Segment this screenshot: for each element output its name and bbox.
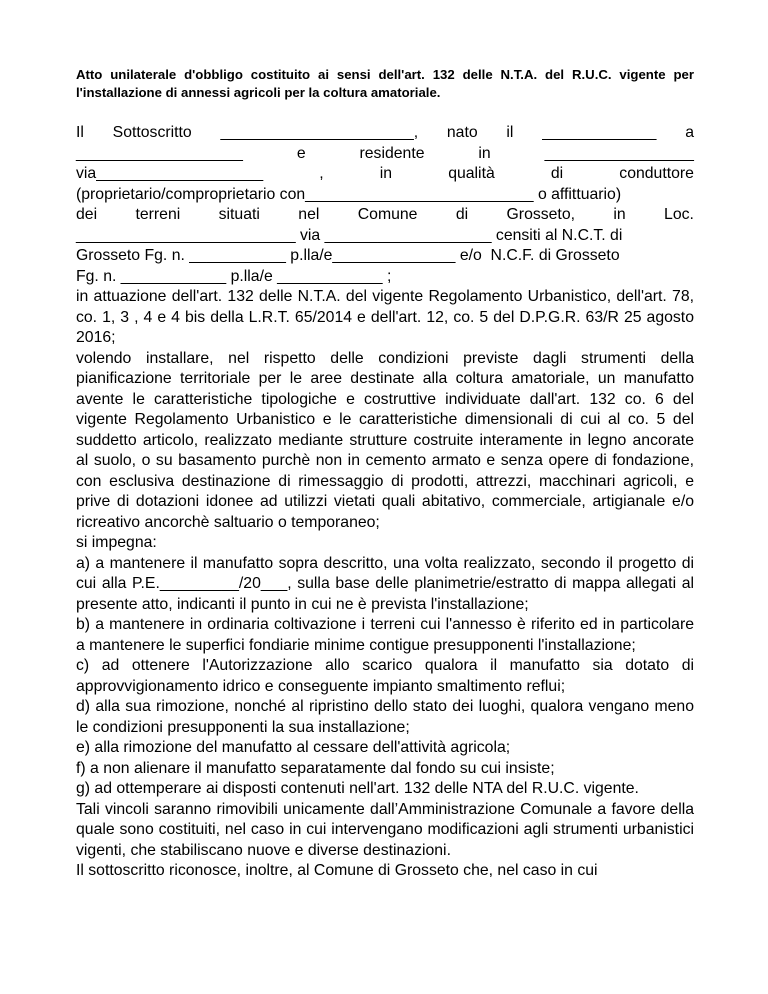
blank-field: ___________________ [76, 144, 243, 162]
intro-word: nel [298, 206, 320, 223]
intro-text: (proprietario/comproprietario con__________________________ o affittuario) [76, 185, 622, 203]
intro-word: Comune [357, 206, 418, 223]
intro-word: Il [76, 124, 84, 141]
intro-line-5 [76, 205, 694, 226]
intro-word: in [478, 144, 491, 162]
intro-word: nato [446, 124, 478, 141]
intro-line-2 [76, 144, 694, 165]
paragraph-vincoli: Tali vincoli saranno rimovibili unicamente dall’Amministrazione Comunale a favore della quale sono costituiti, nel caso in cui intervengano modificazioni agli strumenti urbanistici vigenti, che stabiliscano nuove e diverse destinazioni. [76, 800, 694, 859]
list-item-f: f) a non alienare il manufatto separatamente dal fondo su cui insiste; [76, 759, 555, 777]
intro-line-6 [76, 226, 694, 247]
blank-field: _________________ [544, 144, 694, 162]
document-body [76, 123, 694, 882]
intro-word: terreni [135, 206, 181, 223]
blank-field: ______________________, [220, 124, 419, 141]
intro-word: dei [76, 206, 98, 223]
list-item-c: c) ad ottenere l'Autorizzazione allo scarico qualora il manufatto sia dotato di approvvigionamento idrico e conseguente impianto smaltimento reflui; [76, 657, 694, 695]
document-title: Atto unilaterale d'obbligo costituito ai sensi dell'art. 132 delle N.T.A. del R.U.C. vigente per l'installazione di annessi agricoli per la coltura amatoriale. [76, 67, 694, 100]
blank-field: via___________________ [76, 165, 264, 182]
intro-word: e [296, 144, 306, 162]
intro-line-1 [76, 123, 694, 144]
list-item-a: a) a mantenere il manufatto sopra descritto, una volta realizzato, secondo il progetto di cui alla P.E._________/20___, sulla base delle planimetrie/estratto di mappa allegati al presente atto, indicanti il punto in cui ne è prevista l'installazione; [76, 554, 694, 613]
paragraph-riconosce: Il sottoscritto riconosce, inoltre, al Comune di Grosseto che, nel caso in cui [76, 862, 598, 879]
intro-word: , [319, 165, 324, 182]
intro-word: residente [359, 144, 425, 162]
intro-word: conduttore [619, 165, 694, 182]
heading-si-impegna: si impegna: [76, 534, 157, 551]
intro-word: il [506, 124, 514, 141]
intro-word: a [685, 124, 694, 141]
intro-line-8: Fg. n. ____________ p.lla/e ____________ ; [76, 267, 392, 285]
list-item-b: b) a mantenere in ordinaria coltivazione i terreni cui l'annesso è riferito ed in particolare a mantenere le superfici fondiarie minime contigue presupponenti l'installazione; [76, 616, 694, 654]
paragraph-attuazione: in attuazione dell'art. 132 delle N.T.A. del vigente Regolamento Urbanistico, dell'art. 78, co. 1, 3 , 4 e 4 bis della L.R.T. 65/2014 e dell'art. 12, co. 5 del D.P.G.R. 63/R 25 agosto 2016; [76, 288, 694, 346]
intro-word: Loc. [664, 206, 694, 223]
intro-word: Grosseto, [506, 206, 575, 223]
list-item-e: e) alla rimozione del manufatto al cessare dell'attività agricola; [76, 739, 511, 756]
intro-line-3 [76, 164, 694, 185]
intro-word: in [613, 206, 626, 223]
intro-line-7 [76, 246, 694, 267]
list-item-g: g) ad ottemperare ai disposti contenuti nell'art. 132 delle NTA del R.U.C. vigente. [76, 780, 639, 797]
list-item-d: d) alla sua rimozione, nonché al ripristino dello stato dei luoghi, qualora vengano meno le condizioni presupponenti la sua installazione; [76, 698, 694, 736]
paragraph-volendo: volendo installare, nel rispetto delle condizioni previste dagli strumenti della pianificazione territoriale per le aree destinate alla coltura amatoriale, un manufatto avente le caratteristiche tipologiche e costruttive individuate dall'art. 132 co. 6 del vigente Regolamento Urbanistico e le caratteristiche dimensionali di cui al co. 5 del suddetto articolo, realizzato mediante strutture costruite interamente in legno ancorate al suolo, o su basamento purchè non in cemento armato e senza opere di fondazione, con esclusiva destinazione di rimessaggio di prodotti, attrezzi, macchinari agricoli, e prive di dotazioni idonee ad utilizzi vietati quali abitativo, commerciale, artigianale e/o ricreativo ancorchè saltuario o temporaneo; [76, 349, 694, 531]
intro-word: di [455, 206, 469, 223]
intro-word: in [379, 165, 393, 182]
intro-word: situati [218, 206, 260, 223]
blank-field: _____________ [542, 124, 657, 141]
intro-word: di [550, 165, 564, 182]
intro-text: Grosseto Fg. n. ___________ p.lla/e______________ e/o N.C.F. di Grosseto [76, 247, 620, 264]
intro-text: _________________________ via ___________________ censiti al N.C.T. di [76, 226, 623, 244]
intro-word: Sottoscritto [112, 124, 192, 141]
intro-word: qualità [448, 165, 495, 182]
intro-line-4 [76, 185, 694, 206]
